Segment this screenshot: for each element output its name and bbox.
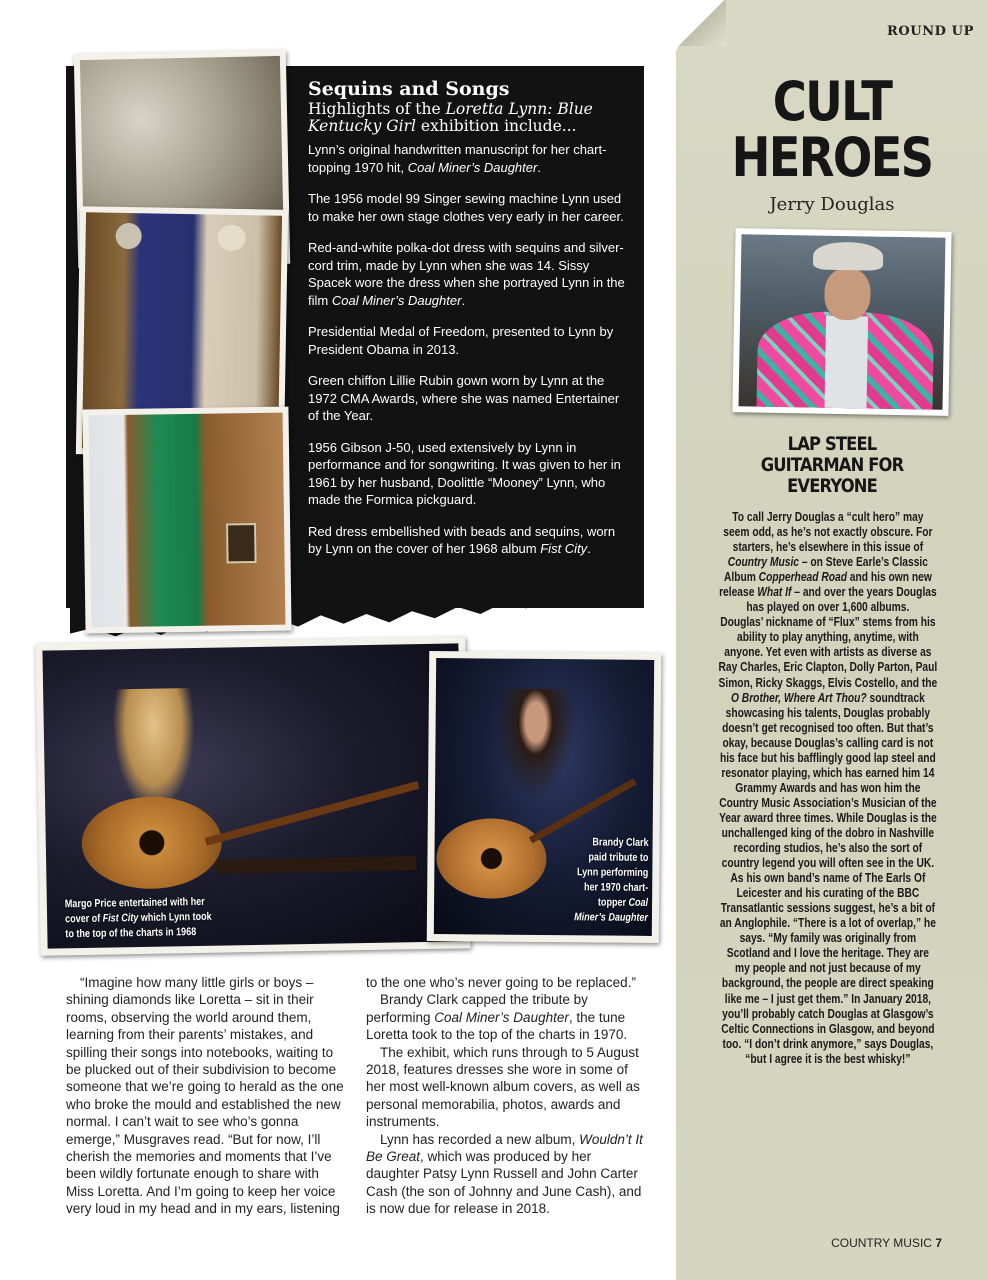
article-column-2 [366, 974, 646, 1218]
highlight-item: The 1956 model 99 Singer sewing machine Lynn used to make her own stage clothes very early in her career. [308, 191, 624, 224]
article-paragraph: The exhibit, which runs through to 5 August 2018, features dresses she wore in some of her most well-known album covers, as well as personal memorabilia, photos, awards and instruments. [366, 1044, 640, 1130]
page-folio: COUNTRY MUSIC 7 [831, 1236, 942, 1250]
sidebar-headline: LAP STEEL GUITARMAN FOR EVERYONE [760, 433, 904, 497]
article-paragraph: Brandy Clark capped the tribute by performing Coal Miner’s Daughter, the tune Loretta took to the top of the charts in 1970. [366, 992, 628, 1043]
page-fold-corner [676, 0, 726, 46]
highlight-item: 1956 Gibson J-50, used extensively by Lynn in performance and for songwriting. It was given to her in 1961 by her husband, Doolittle “Mooney” Lynn, who made the Formica pickguard. [308, 439, 621, 507]
photo-brandy-clark [427, 651, 662, 943]
article-paragraph: Lynn has recorded a new album, Wouldn’t It Be Great, which was produced by her daughter Patsy Lynn Russell and John Carter Cash (the son of Johnny and June Cash), and is now due for release in 2018. [366, 1131, 643, 1217]
article-column-1 [66, 974, 346, 1218]
photo-jerry-douglas [732, 228, 951, 416]
section-label: ROUND UP [886, 24, 974, 39]
highlight-item: Red dress embellished with beads and sequins, worn by Lynn on the cover of her 1968 album Fist City. [308, 523, 616, 556]
photo-margo-price [35, 636, 470, 955]
highlight-item: Presidential Medal of Freedom, presented to Lynn by President Obama in 2013. [308, 324, 614, 357]
exhibition-highlights [308, 78, 630, 572]
panel-subtitle: Highlights of the Loretta Lynn: Blue Kentucky Girl exhibition include... [308, 100, 593, 135]
article-paragraph: to the one who’s never going to be replaced.” [366, 975, 636, 990]
caption-margo-price: Margo Price entertained with her cover of Fist City which Lynn took to the top of the charts in 1968 [64, 895, 212, 941]
highlight-item: Lynn’s original handwritten manuscript for her chart-topping 1970 hit, Coal Miner’s Daughter. [308, 142, 607, 175]
sidebar-body-text: To call Jerry Douglas a “cult hero” may seem odd, as he’s not exactly obscure. For starters, he’s elsewhere in this issue of Country Music – on Steve Earle’s Classic Album Copperhead Road and his own new release What If – and over the years Douglas has played on over 1,600 albums. Douglas’ nickname of “Flux” stems from his ability to play anything, anytime, with anyone. Yet even with artists as diverse as Ray Charles, Eric Clapton, Dolly Parton, Paul Simon, Ricky Skaggs, Elvis Costello, and the O Brother, Where Art Thou? soundtrack showcasing his talents, Douglas probably doesn’t get recognised too often. But that’s okay, because Douglas’s calling card is not his face but his bafflingly good lap steel and resonator playing, which has earned him 14 Grammy Awards and has won him the Country Music Association’s Musician of the Year award three times. While Douglas is the unchallenged king of the dobro in Nashville recording studios, he’s also the sort of country legend you will often see in the UK. As his own band’s name of The Earls Of Leicester and his curating of the BBC Transatlantic sessions suggest, he’s a bit of an Anglophile. “There is a lot of overlap,” he says. “My family was originally from Scotland and I love the heritage. They are my people and not just because of my background, the people are direct speaking like me – I just get them.” In January 2018, you’ll probably catch Douglas at Glasgow’s Celtic Connections in Glasgow, and beyond too. “I don’t drink anymore,” says Douglas, “but I agree it is the best whisky!” [718, 510, 938, 1066]
article-paragraph: “Imagine how many little girls or boys – shining diamonds like Loretta – sit in their rooms, observing the world around them, learning from their parents’ mistakes, and spilling their songs into notebooks, waiting to be plucked out of their subdivision to become someone that we’re going to herald as the one who broke the mould and established the new normal. I can’t wait to see who’s gonna emerge,” Musgraves read. “But for now, I’ll cherish the memories and moments that I’ve been wildly fortunate enough to share with Miss Loretta. And I’m going to keep her voice very loud in my head and in my ears, listening [66, 975, 344, 1217]
highlight-item: Green chiffon Lillie Rubin gown worn by Lynn at the 1972 CMA Awards, where she was named Entertainer of the Year. [308, 373, 620, 423]
photo-green-gown [82, 407, 291, 634]
sidebar-title-line-1: CULT [772, 70, 892, 133]
sidebar-subject-name: Jerry Douglas [769, 194, 895, 215]
panel-title: Sequins and Songs [308, 78, 510, 100]
highlight-item: Red-and-white polka-dot dress with sequins and silver-cord trim, made by Lynn when she was 14. Sissy Spacek wore the dress when she portrayed Lynn in the film Coal Miner’s Daughter. [308, 240, 625, 308]
caption-brandy-clark: Brandy Clark paid tribute to Lynn performing her 1970 chart- topper Coal Miner’s Daughter [574, 836, 649, 924]
sidebar-title-line-2: HEROES [731, 126, 933, 189]
